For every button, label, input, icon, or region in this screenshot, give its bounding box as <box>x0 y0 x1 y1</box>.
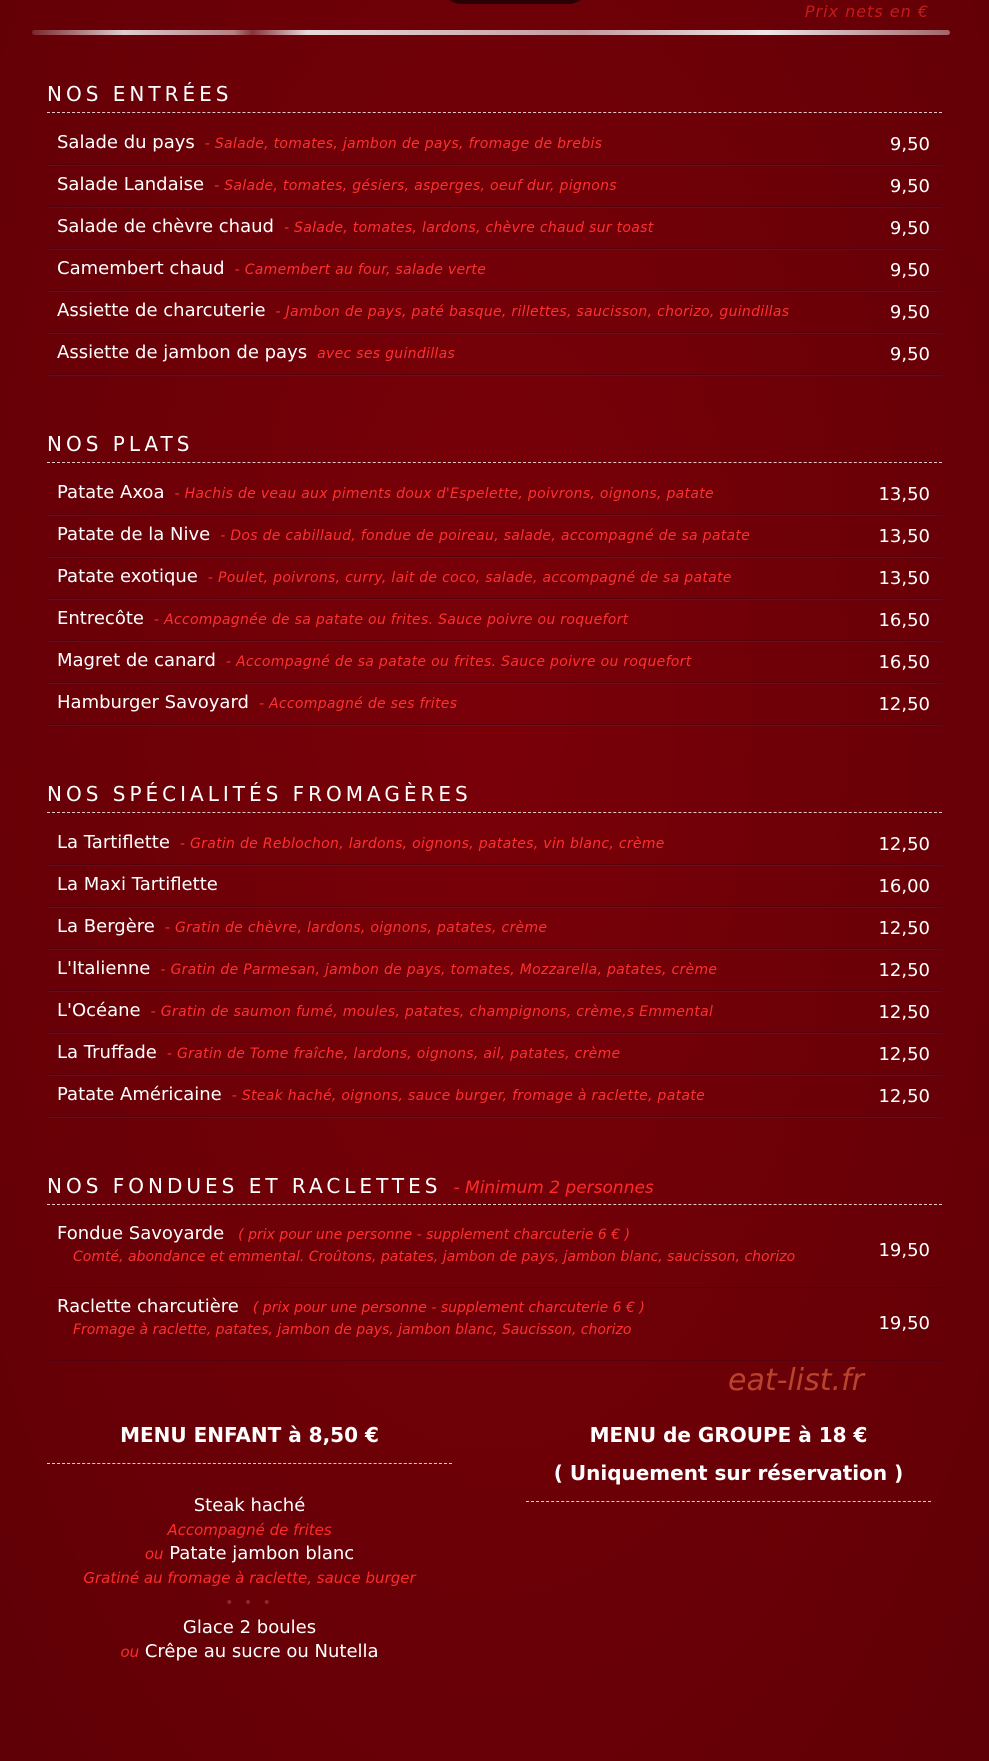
menu-item <box>47 1033 942 1075</box>
item-desc: - Gratin de chèvre, lardons, oignons, patates, crème <box>164 920 548 936</box>
kids-dessert-2-line <box>47 1640 452 1664</box>
item-desc: - Jambon de pays, paté basque, rillettes, saucisson, chorizo, guindillas <box>275 304 790 320</box>
prix-note: Prix nets en € <box>804 2 929 21</box>
section-fondues <box>47 1174 942 1361</box>
divider <box>47 1463 452 1464</box>
item-desc: - Accompagné de ses frites <box>258 696 458 712</box>
item-price: 12,50 <box>878 918 930 939</box>
item-price: 9,50 <box>889 344 930 365</box>
item-name: Camembert chaud <box>57 258 225 279</box>
menu-item <box>47 291 942 333</box>
item-desc: - Gratin de saumon fumé, moules, patates, champignons, crème,s Emmental <box>150 1004 714 1020</box>
item-price: 12,50 <box>878 834 930 855</box>
menu-enfant <box>47 1423 452 1464</box>
item-desc: - Salade, tomates, jambon de pays, fromage de brebis <box>204 136 603 152</box>
item-name: Assiette de charcuterie <box>57 300 266 321</box>
item-price: 13,50 <box>878 568 930 589</box>
item-name: Salade de chèvre chaud <box>57 216 274 237</box>
item-name: Salade Landaise <box>57 174 205 195</box>
item-desc: avec ses guindillas <box>317 346 456 362</box>
item-name: L'Océane <box>57 1000 141 1021</box>
header <box>0 0 989 40</box>
item-name: La Truffade <box>57 1042 157 1063</box>
item-desc: - Hachis de veau aux piments doux d'Espelette, poivrons, oignons, patate <box>174 486 714 502</box>
divider <box>32 30 950 35</box>
item-desc: - Gratin de Parmesan, jambon de pays, tomates, Mozzarella, patates, crème <box>160 962 718 978</box>
menu-enfant-title: MENU ENFANT à 8,50 € <box>120 1423 379 1447</box>
item-desc: - Gratin de Tome fraîche, lardons, oignons, ail, patates, crème <box>166 1046 621 1062</box>
item-desc: - Accompagné de sa patate ou frites. Sauce poivre ou roquefort <box>225 654 692 670</box>
menu-item <box>47 473 942 515</box>
item-price: 9,50 <box>889 218 930 239</box>
item-desc: Comté, abondance et emmental. Croûtons, patates, jambon de pays, jambon blanc, saucisson, chorizo <box>73 1249 796 1265</box>
item-name: Patate Américaine <box>57 1084 222 1105</box>
menu-groupe-title: MENU de GROUPE à 18 € <box>589 1423 868 1447</box>
item-desc: - Steak haché, oignons, sauce burger, fromage à raclette, patate <box>231 1088 705 1104</box>
section-title: NOS SPÉCIALITÉS FROMAGÈRES <box>47 782 942 813</box>
watermark: eat-list.fr <box>728 1363 864 1398</box>
item-name: Patate exotique <box>57 566 198 587</box>
item-desc: - Dos de cabillaud, fondue de poireau, salade, accompagné de sa patate <box>220 528 751 544</box>
menu-item <box>47 333 942 375</box>
section-entrees <box>47 82 942 375</box>
item-price: 16,00 <box>878 876 930 897</box>
menu-item <box>47 515 942 557</box>
menu-item <box>47 641 942 683</box>
item-price: 19,50 <box>878 1240 930 1261</box>
item-name: Salade du pays <box>57 132 195 153</box>
item-price: 16,50 <box>878 652 930 673</box>
item-name: Raclette charcutière <box>57 1296 239 1317</box>
item-price: 12,50 <box>878 1086 930 1107</box>
menu-item <box>47 1075 942 1117</box>
item-note: ( prix pour une personne - supplement charcuterie 6 € ) <box>252 1300 645 1316</box>
item-price: 19,50 <box>878 1313 930 1334</box>
item-name: La Maxi Tartiflette <box>57 874 218 895</box>
item-name: Patate Axoa <box>57 482 165 503</box>
item-note: ( prix pour une personne - supplement charcuterie 6 € ) <box>238 1227 631 1243</box>
menu-groupe <box>526 1423 931 1502</box>
kids-item-2: Patate jambon blanc <box>169 1543 355 1564</box>
item-name: Patate de la Nive <box>57 524 211 545</box>
menu-item <box>47 991 942 1033</box>
menu-item <box>47 599 942 641</box>
menu-item <box>47 823 942 865</box>
menu-item <box>47 683 942 725</box>
ou-label: ou <box>120 1643 140 1661</box>
item-name: Fondue Savoyarde <box>57 1223 225 1244</box>
item-name: La Tartiflette <box>57 832 170 853</box>
menu-item <box>47 1288 942 1361</box>
item-price: 12,50 <box>878 1044 930 1065</box>
item-name: Entrecôte <box>57 608 144 629</box>
item-name: Magret de canard <box>57 650 216 671</box>
section-note: - Minimum 2 personnes <box>453 1178 654 1198</box>
item-name: La Bergère <box>57 916 155 937</box>
menu-item <box>47 557 942 599</box>
separator: • • • <box>225 1595 274 1611</box>
item-price: 13,50 <box>878 526 930 547</box>
item-desc: - Accompagnée de sa patate ou frites. Sauce poivre ou roquefort <box>153 612 629 628</box>
item-price: 9,50 <box>889 260 930 281</box>
kids-item-2-line <box>47 1542 452 1566</box>
section-title <box>47 1174 942 1205</box>
item-name: Hamburger Savoyard <box>57 692 249 713</box>
menu-item <box>47 1215 942 1288</box>
menu-item <box>47 207 942 249</box>
item-price: 12,50 <box>878 694 930 715</box>
menu-item <box>47 865 942 907</box>
logo <box>440 0 590 4</box>
item-desc: - Poulet, poivrons, curry, lait de coco, salade, accompagné de sa patate <box>207 570 732 586</box>
section-title: NOS ENTRÉES <box>47 82 942 113</box>
section-fromageres <box>47 782 942 1117</box>
menu-item <box>47 123 942 165</box>
item-desc: Fromage à raclette, patates, jambon de pays, jambon blanc, Saucisson, chorizo <box>73 1322 632 1338</box>
item-desc: - Camembert au four, salade verte <box>234 262 487 278</box>
item-desc: - Salade, tomates, gésiers, asperges, oeuf dur, pignons <box>214 178 617 194</box>
menu-item <box>47 165 942 207</box>
item-name: L'Italienne <box>57 958 151 979</box>
item-desc: - Gratin de Reblochon, lardons, oignons, patates, vin blanc, crème <box>179 836 665 852</box>
section-plats <box>47 432 942 725</box>
kids-item-1: Steak haché <box>193 1495 306 1516</box>
kids-item-2-desc: Gratiné au fromage à raclette, sauce burger <box>83 1569 416 1587</box>
menu-groupe-subtitle: ( Uniquement sur réservation ) <box>553 1461 904 1485</box>
item-price: 9,50 <box>889 302 930 323</box>
kids-item-1-desc: Accompagné de frites <box>167 1521 332 1539</box>
item-name: Assiette de jambon de pays <box>57 342 308 363</box>
menu-item <box>47 249 942 291</box>
item-price: 9,50 <box>889 176 930 197</box>
kids-dessert-2: Crêpe au sucre ou Nutella <box>144 1641 379 1662</box>
menu-enfant-items <box>47 1494 452 1664</box>
item-desc: - Salade, tomates, lardons, chèvre chaud sur toast <box>283 220 654 236</box>
item-price: 12,50 <box>878 960 930 981</box>
item-price: 16,50 <box>878 610 930 631</box>
section-title-text: NOS FONDUES ET RACLETTES <box>47 1174 442 1198</box>
divider <box>526 1501 931 1502</box>
item-price: 12,50 <box>878 1002 930 1023</box>
item-price: 9,50 <box>889 134 930 155</box>
menu-item <box>47 907 942 949</box>
kids-dessert-1: Glace 2 boules <box>182 1617 317 1638</box>
item-price: 13,50 <box>878 484 930 505</box>
ou-label: ou <box>144 1545 164 1563</box>
menu-item <box>47 949 942 991</box>
section-title: NOS PLATS <box>47 432 942 463</box>
